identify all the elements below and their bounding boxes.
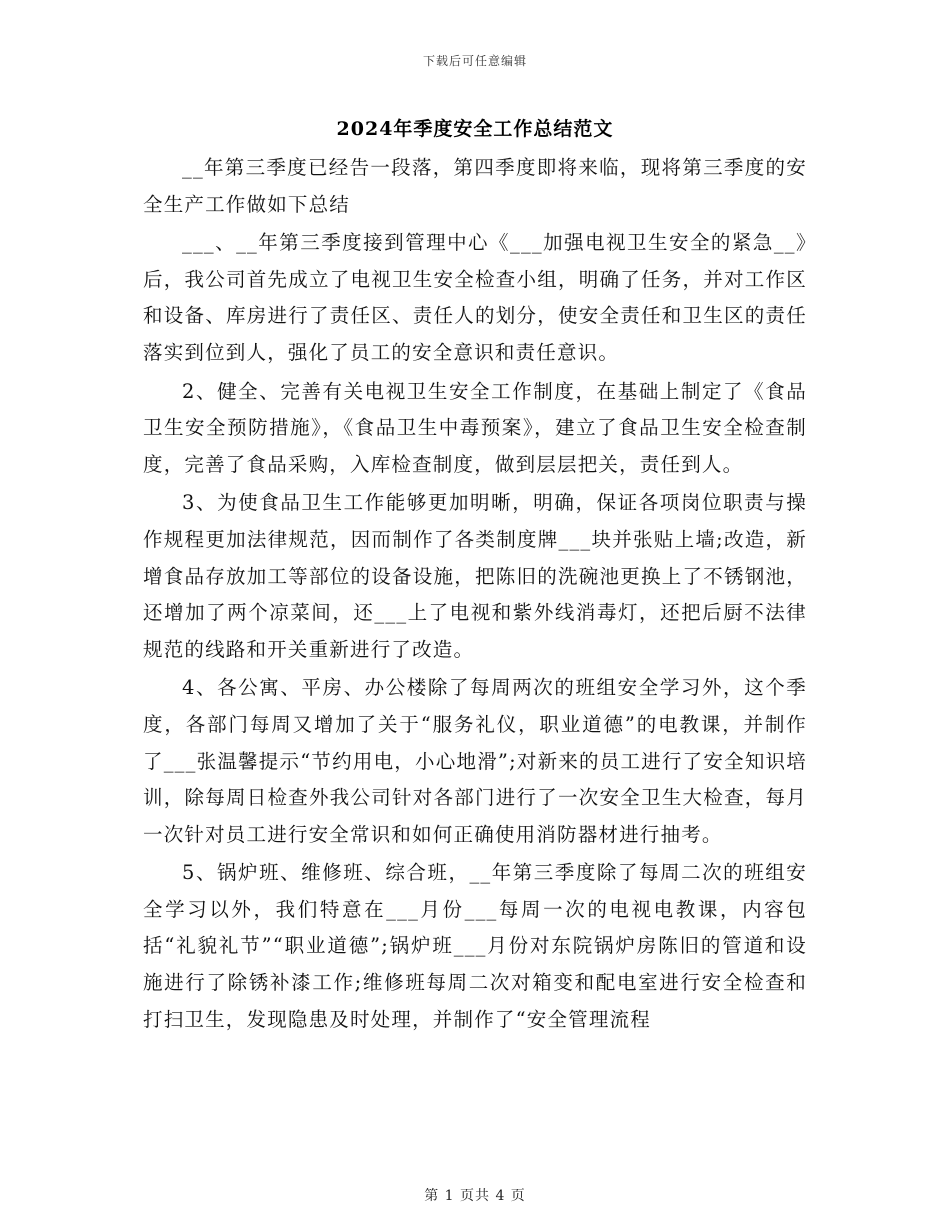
paragraph-3: 3、为使食品卫生工作能够更加明晰，明确，保证各项岗位职责与操作规程更加法律规范，因而制作了各类制度牌___块并张贴上墙;改造，新增食品存放加工等部位的设备设施，把陈旧的洗碗池更换上了不锈钢池，还增加了两个凉菜间，还___上了电视和紫外线消毒灯，还把后厨不法律规范的线路和开关重新进行了改造。 — [143, 491, 807, 661]
paragraph-intro: __年第三季度已经告一段落，第四季度即将来临，现将第三季度的安全生产工作做如下总结 — [143, 156, 807, 216]
page-number: 第 1 页共 4 页 — [424, 1188, 526, 1204]
paragraph-4: 4、各公寓、平房、办公楼除了每周两次的班组安全学习外，这个季度，各部门每周又增加了关于“服务礼仪，职业道德”的电教课，并制作了___张温馨提示“节约用电，小心地滑”;对新来的员工进行了安全知识培训，除每周日检查外我公司针对各部门进行了一次安全卫生大检查，每月一次针对员工进行安全常识和如何正确使用消防器材进行抽考。 — [143, 676, 807, 846]
document-body — [143, 150, 807, 1038]
paragraph-5: 5、锅炉班、维修班、综合班，__年第三季度除了每周二次的班组安全学习以外，我们特意在___月份___每周一次的电视电教课，内容包括“礼貌礼节”“职业道德”;锅炉班___月份对东院锅炉房陈旧的管道和设施进行了除锈补漆工作;维修班每周二次对箱变和配电室进行安全检查和打扫卫生，发现隐患及时处理，并制作了“安全管理流程 — [143, 861, 807, 1031]
paragraph-1: ___、__年第三季度接到管理中心《___加强电视卫生安全的紧急__》后，我公司首先成立了电视卫生安全检查小组，明确了任务，并对工作区和设备、库房进行了责任区、责任人的划分，使安全责任和卫生区的责任落实到位到人，强化了员工的安全意识和责任意识。 — [143, 231, 807, 364]
page-header-note: 下载后可任意编辑 — [422, 54, 527, 68]
document-title: 2024年季度安全工作总结范文 — [336, 118, 614, 140]
paragraph-2: 2、健全、完善有关电视卫生安全工作制度，在基础上制定了《食品卫生安全预防措施》，《食品卫生中毒预案》，建立了食品卫生安全检查制度，完善了食品采购，入库检查制度，做到层层把关，责任到人。 — [143, 379, 807, 476]
